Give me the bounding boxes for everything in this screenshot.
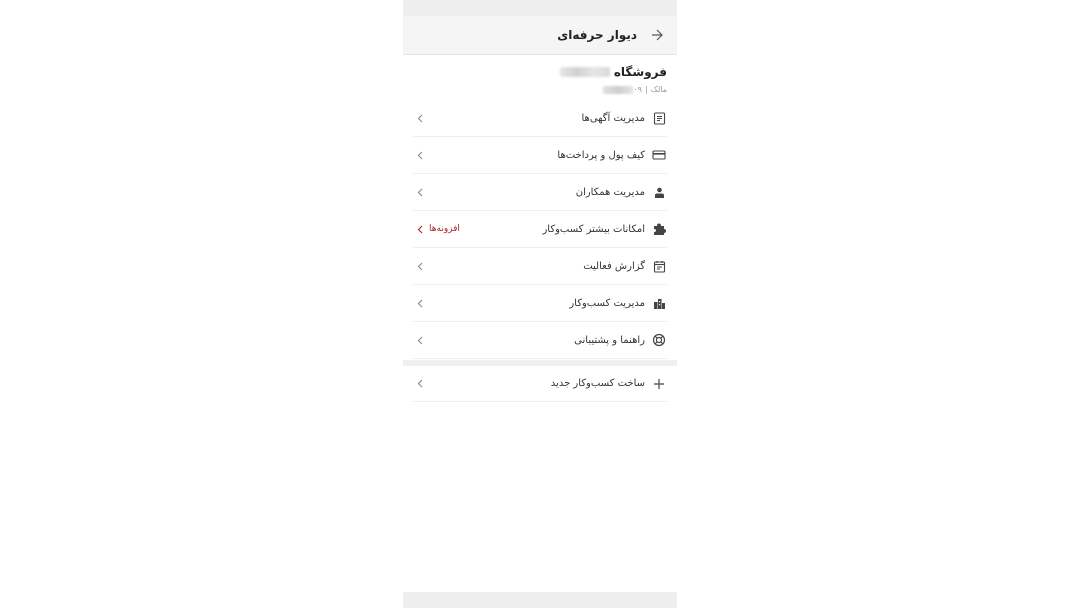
menu-item-wallet[interactable] — [413, 137, 667, 174]
chevron-left-icon — [415, 224, 425, 234]
calendar-report-icon — [651, 258, 667, 274]
arrow-right-icon[interactable] — [649, 27, 665, 43]
menu-item-label: مدیریت همکاران — [575, 186, 645, 198]
redacted-store-name — [560, 67, 610, 77]
menu-item-label: مدیریت کسب‌وکار — [569, 297, 645, 309]
chevron-left-icon — [415, 335, 425, 345]
menu-item-label: مدیریت آگهی‌ها — [581, 112, 645, 124]
store-name: فروشگاه — [613, 65, 667, 79]
buildings-icon — [651, 295, 667, 311]
menu-item-business-management[interactable] — [413, 285, 667, 322]
chevron-left-icon — [415, 113, 425, 123]
store-name-line — [413, 65, 667, 79]
users-icon — [651, 184, 667, 200]
role-line — [413, 85, 667, 94]
separator: | — [644, 85, 648, 94]
menu-item-create-business[interactable] — [413, 366, 667, 402]
app-header — [403, 16, 677, 55]
lifebuoy-icon — [651, 332, 667, 348]
document-list-icon — [651, 110, 667, 126]
chevron-left-icon — [415, 150, 425, 160]
navigation-bar — [403, 592, 677, 608]
phone-screen — [403, 0, 677, 608]
chevron-left-icon — [415, 379, 425, 389]
menu-item-manage-ads[interactable] — [413, 100, 667, 137]
credit-card-icon — [651, 147, 667, 163]
redacted-phone — [603, 86, 633, 94]
phone-fragment: ۰۹ — [633, 85, 642, 94]
chevron-left-icon — [415, 298, 425, 308]
puzzle-icon — [651, 221, 667, 237]
menu-item-activity-report[interactable] — [413, 248, 667, 285]
menu-item-help-support[interactable] — [413, 322, 667, 359]
menu-item-colleagues[interactable] — [413, 174, 667, 211]
role-label: مالک — [650, 85, 667, 94]
menu-item-label: کیف پول و پرداخت‌ها — [557, 149, 645, 161]
menu-item-label: امکانات بیشتر کسب‌وکار — [542, 223, 645, 235]
main-menu — [413, 100, 667, 359]
plugins-badge: افزونه‌ها — [429, 224, 460, 234]
secondary-menu — [413, 366, 667, 402]
page-title: دیوار حرفه‌ای — [557, 28, 637, 42]
plus-icon — [651, 376, 667, 392]
menu-item-label: گزارش فعالیت — [583, 260, 645, 272]
profile-section — [403, 55, 677, 100]
menu-item-label: راهنما و پشتیبانی — [574, 334, 645, 346]
status-bar — [403, 0, 677, 16]
chevron-left-icon — [415, 187, 425, 197]
chevron-left-icon — [415, 261, 425, 271]
menu-item-business-features[interactable] — [413, 211, 667, 248]
menu-item-label: ساخت کسب‌وکار جدید — [550, 378, 645, 389]
